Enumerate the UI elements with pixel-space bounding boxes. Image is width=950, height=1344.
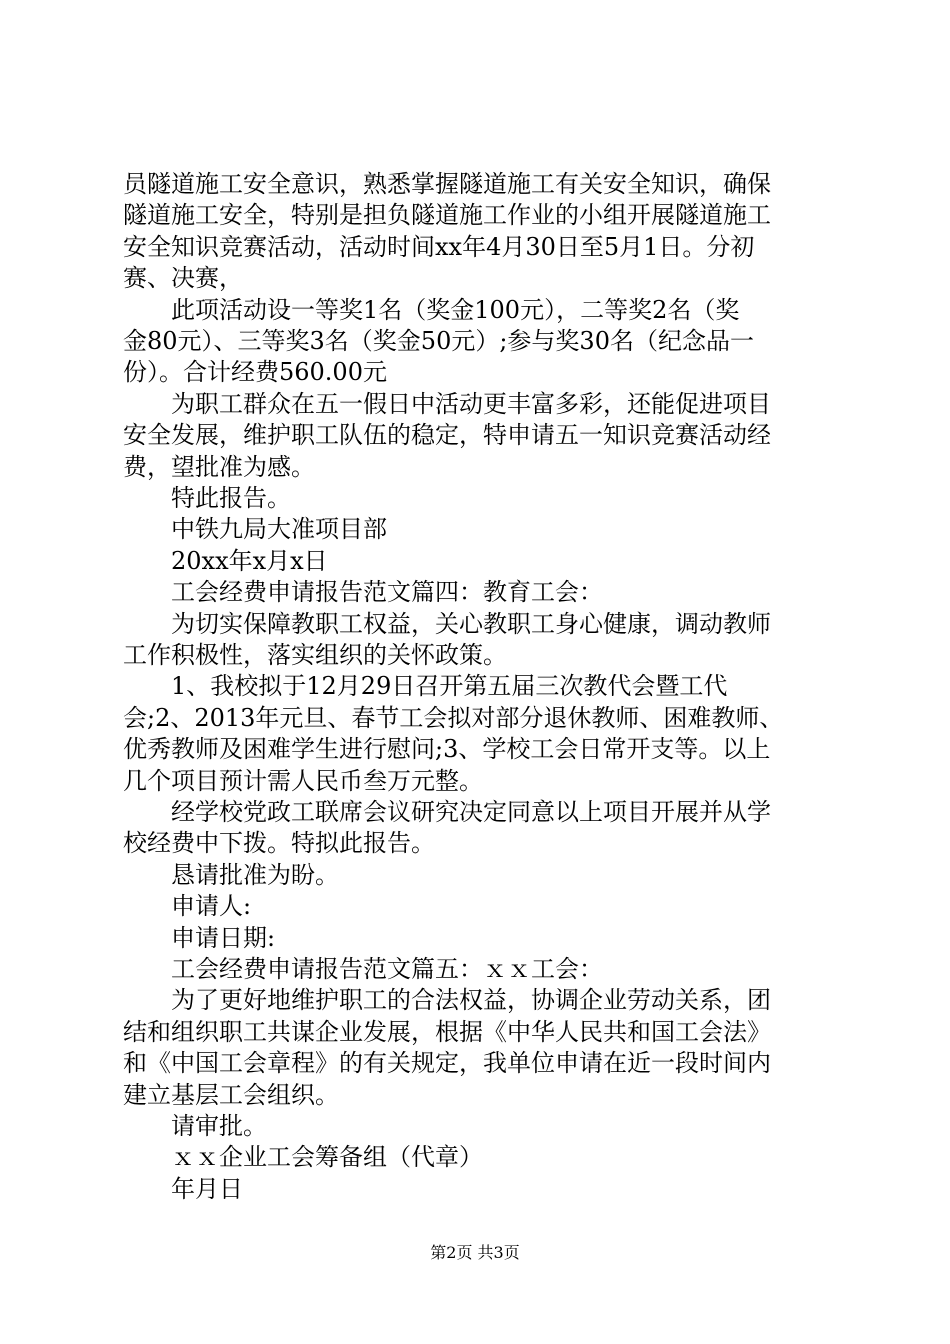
text-line: 建立基层工会组织。 xyxy=(123,1080,339,1109)
text-line: 为职工群众在五一假日中活动更丰富多彩，还能促进项目 xyxy=(171,389,771,418)
text-line: 请审批。 xyxy=(171,1112,267,1140)
text-line: 安全发展，维护职工队伍的稳定，特申请五一知识竞赛活动经 xyxy=(123,421,771,450)
text-line: 工作积极性，落实组织的关怀政策。 xyxy=(123,641,507,669)
text-line: 结和组织职工共谋企业发展，根据《中华人民共和国工会法》 xyxy=(123,1017,771,1046)
page-footer: 第2页 共3页 xyxy=(430,1243,520,1262)
text-line: 优秀教师及困难学生进行慰问;3、学校工会日常开支等。以上 xyxy=(123,735,771,764)
text-line: 经学校党政工联席会议研究决定同意以上项目开展并从学 xyxy=(171,798,771,826)
text-line: 份）。合计经费560.00元 xyxy=(123,358,387,387)
text-line: 工会经费申请报告范文篇五：ｘｘ工会： xyxy=(171,955,603,983)
text-line: 申请日期: xyxy=(171,923,276,952)
text-line: ｘｘ企业工会筹备组（代章） xyxy=(171,1143,483,1172)
text-line: 申请人: xyxy=(171,892,252,921)
text-line: 隧道施工安全，特别是担负隧道施工作业的小组开展隧道施工 xyxy=(123,201,771,230)
text-line: 员隧道施工安全意识，熟悉掌握隧道施工有关安全知识，确保 xyxy=(123,170,771,198)
text-line: 恳请批准为盼。 xyxy=(171,860,339,889)
text-line: 为了更好地维护职工的合法权益，协调企业劳动关系，团 xyxy=(171,986,771,1015)
text-line: 特此报告。 xyxy=(171,484,291,512)
text-line: 和《中国工会章程》的有关规定，我单位申请在近一段时间内 xyxy=(123,1049,771,1078)
text-line: 会;2、2013年元旦、春节工会拟对部分退休教师、困难教师、 xyxy=(123,703,784,732)
text-line: 金80元）、三等奖3名（奖金50元）;参与奖30名（纪念品一 xyxy=(123,327,754,355)
text-line: 为切实保障教职工权益，关心教职工身心健康，调动教师 xyxy=(171,609,771,638)
text-line: 几个项目预计需人民币叁万元整。 xyxy=(123,766,483,795)
text-line: 此项活动设一等奖1名（奖金100元），二等奖2名（奖 xyxy=(171,295,740,324)
text-line: 工会经费申请报告范文篇四：教育工会： xyxy=(171,578,603,607)
text-line: 校经费中下拨。特拟此报告。 xyxy=(123,829,435,858)
text-line: 20xx年x月x日 xyxy=(171,546,328,575)
text-line: 1、我校拟于12月29日召开第五届三次教代会暨工代 xyxy=(171,672,728,701)
text-line: 安全知识竞赛活动，活动时间xx年4月30日至5月1日。分初 xyxy=(123,232,755,261)
text-line: 费，望批准为感。 xyxy=(123,452,315,481)
text-line: 年月日 xyxy=(171,1174,243,1203)
text-line: 赛、决赛， xyxy=(123,264,243,293)
text-line: 中铁九局大准项目部 xyxy=(171,515,387,544)
